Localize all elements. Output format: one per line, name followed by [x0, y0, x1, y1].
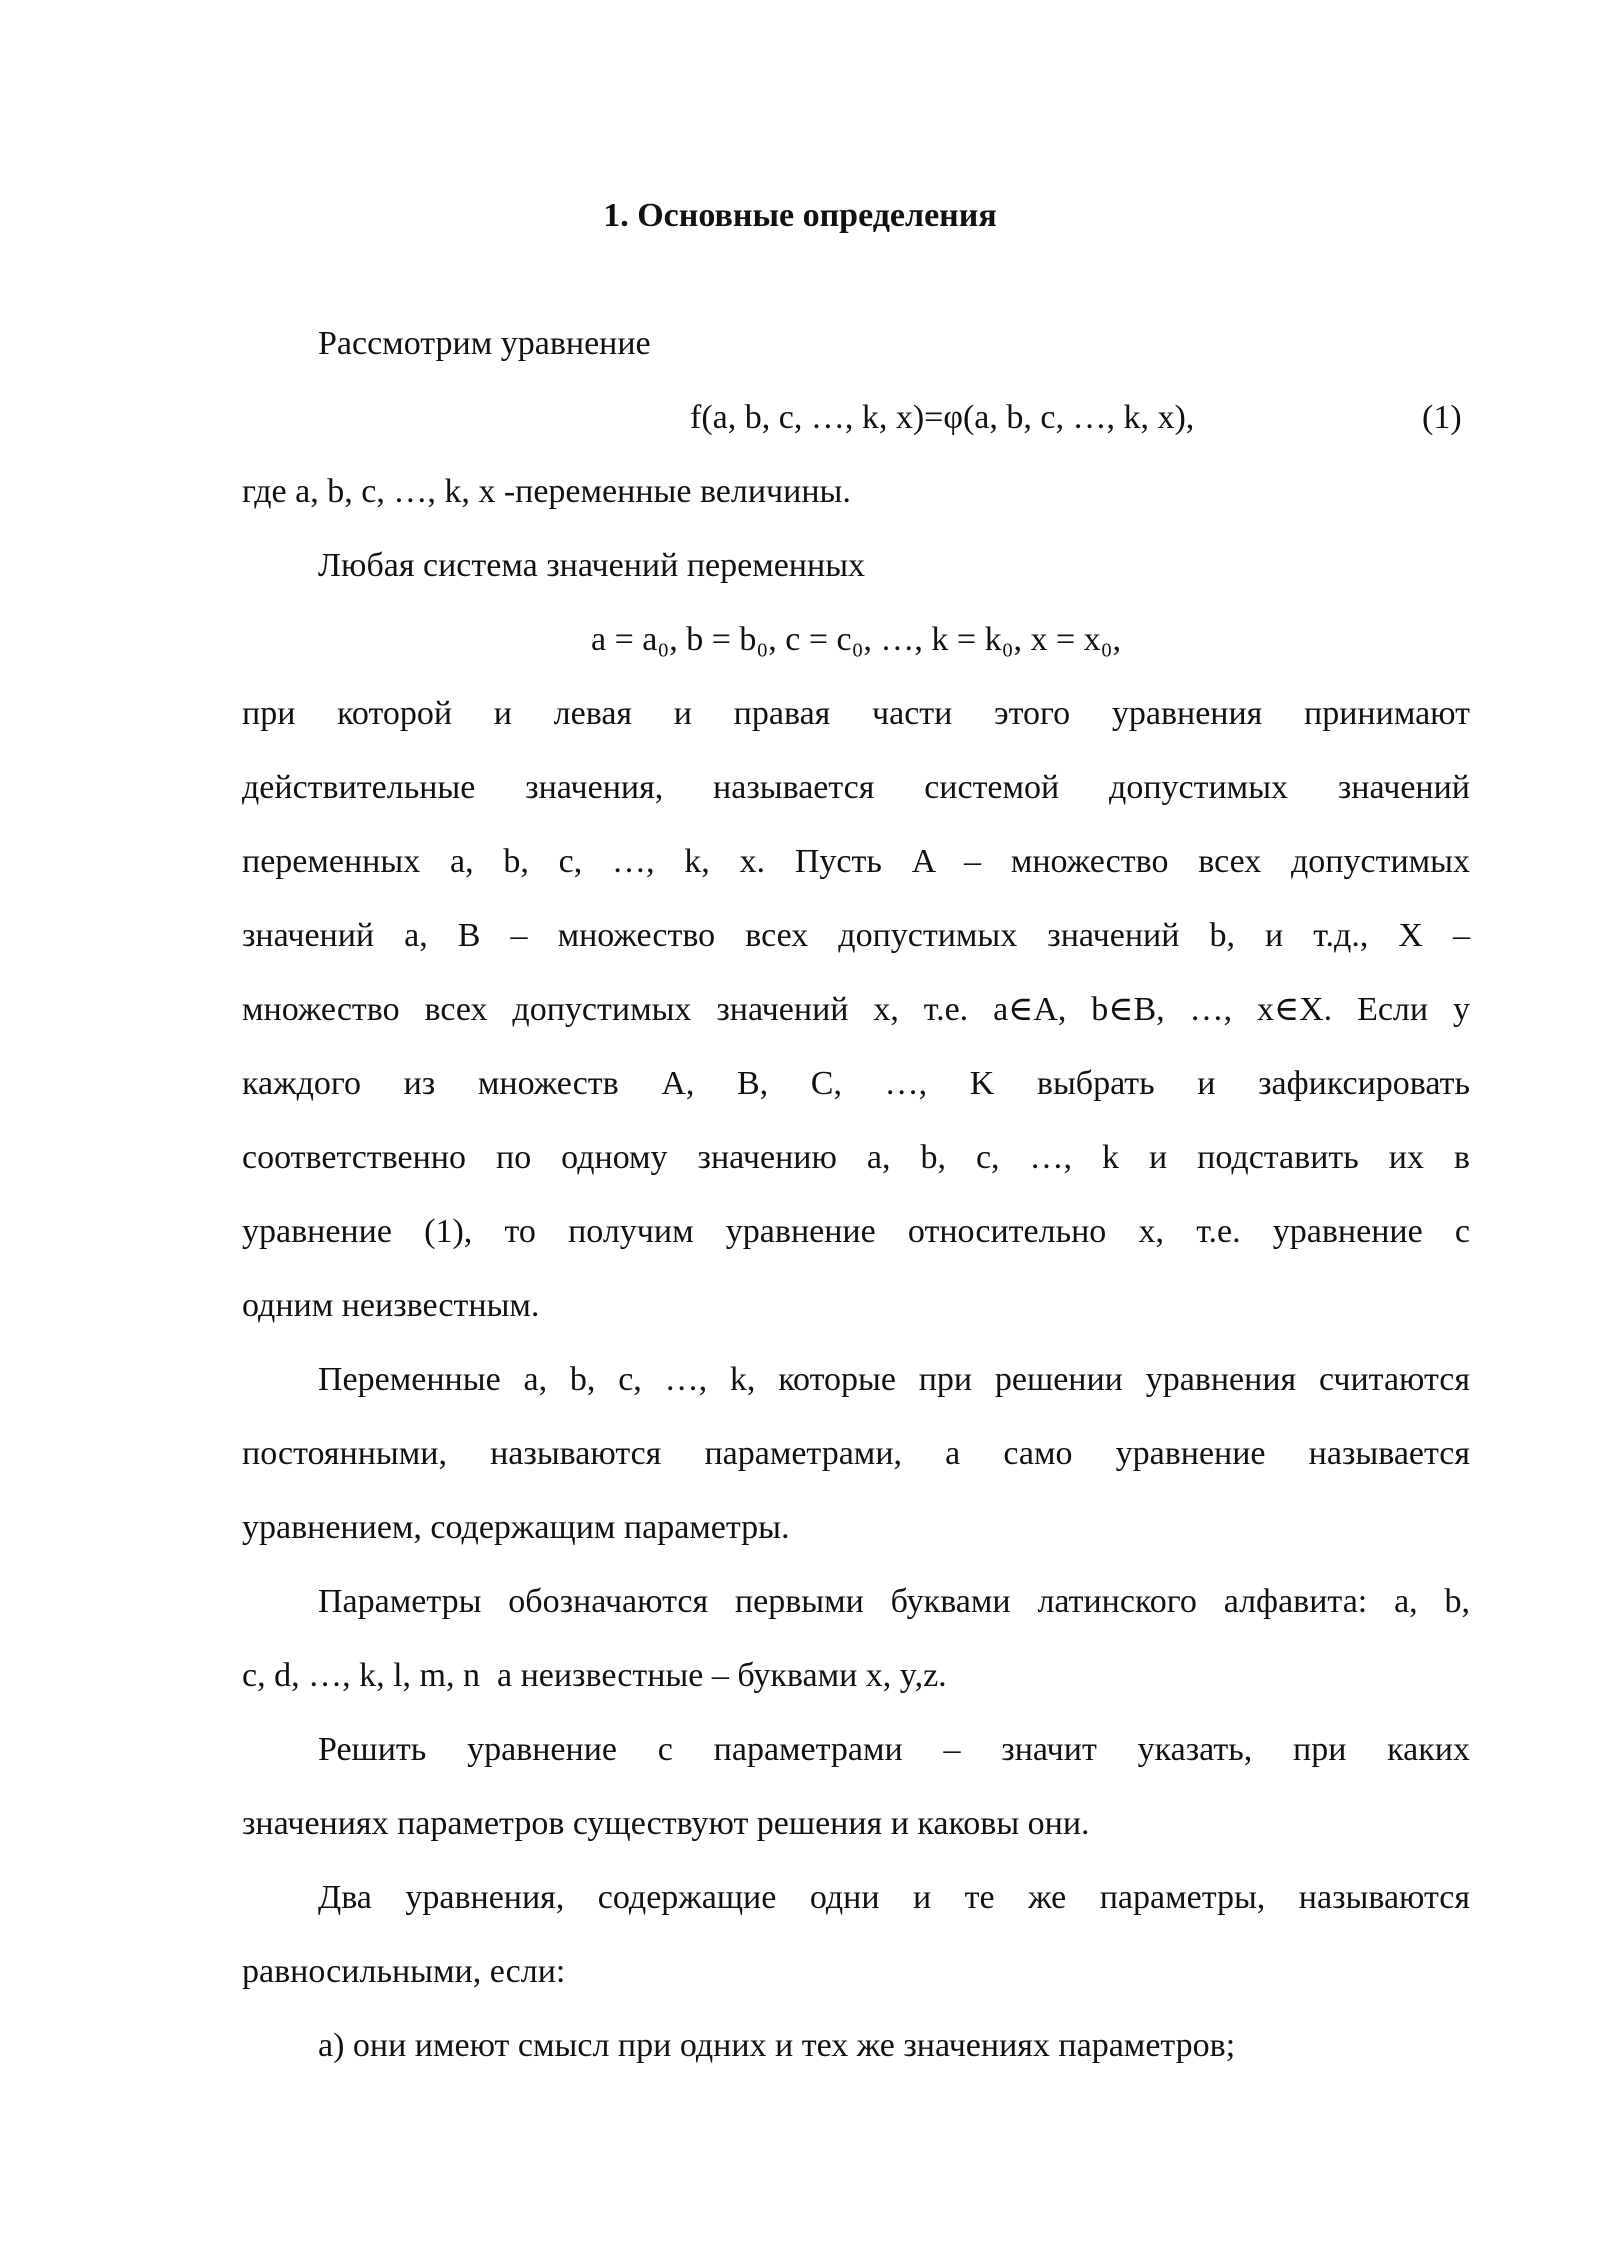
paragraph-line: переменных a, b, c, …, k, x. Пусть A – множество всех допустимых [242, 843, 1470, 880]
section-heading: 1. Основные определения [603, 197, 997, 234]
paragraph-line: Любая система значений переменных [318, 547, 866, 584]
paragraph-line: действительные значения, называется системой допустимых значений [242, 769, 1470, 806]
equation-number: (1) [1422, 399, 1462, 436]
paragraph-line: одним неизвестным. [242, 1287, 540, 1324]
paragraph-line: Рассмотрим уравнение [318, 325, 651, 362]
equation-1: f(a, b, c, …, k, x)=φ(a, b, c, …, k, x), [690, 399, 1195, 436]
paragraph-line: Параметры обозначаются первыми буквами латинского алфавита: a, b, [318, 1583, 1470, 1620]
paragraph-line: значений a, B – множество всех допустимых значений b, и т.д., X – [242, 917, 1470, 954]
paragraph-line: Два уравнения, содержащие одни и те же параметры, называются [318, 1879, 1470, 1916]
paragraph-line: множество всех допустимых значений x, т.е. a∈A, b∈B, …, x∈X. Если у [242, 991, 1470, 1028]
paragraph-line: равносильными, если: [242, 1953, 566, 1990]
paragraph-line: постоянными, называются параметрами, а само уравнение называется [242, 1435, 1470, 1472]
paragraph-line: уравнение (1), то получим уравнение относительно x, т.е. уравнение с [242, 1213, 1470, 1250]
paragraph-line: Переменные a, b, c, …, k, которые при решении уравнения считаются [318, 1361, 1470, 1398]
paragraph-line: Решить уравнение с параметрами – значит указать, при каких [318, 1731, 1470, 1768]
paragraph-line: соответственно по одному значению a, b, c, …, k и подставить их в [242, 1139, 1470, 1176]
paragraph-line: где a, b, c, …, k, x -переменные величины. [242, 473, 851, 510]
paragraph-line: при которой и левая и правая части этого уравнения принимают [242, 695, 1470, 732]
equation-2: a = a₀, b = b₀, c = c₀, …, k = k₀, x = x₀, [590, 621, 1121, 658]
paragraph-line: а) они имеют смысл при одних и тех же значениях параметров; [318, 2027, 1236, 2064]
paragraph-line: уравнением, содержащим параметры. [242, 1509, 790, 1546]
paragraph-line: значениях параметров существуют решения и каковы они. [242, 1805, 1090, 1842]
paragraph-line: c, d, …, k, l, m, n а неизвестные – буквами x, y,z. [242, 1657, 947, 1694]
paragraph-line: каждого из множеств A, B, C, …, K выбрать и зафиксировать [242, 1065, 1470, 1102]
